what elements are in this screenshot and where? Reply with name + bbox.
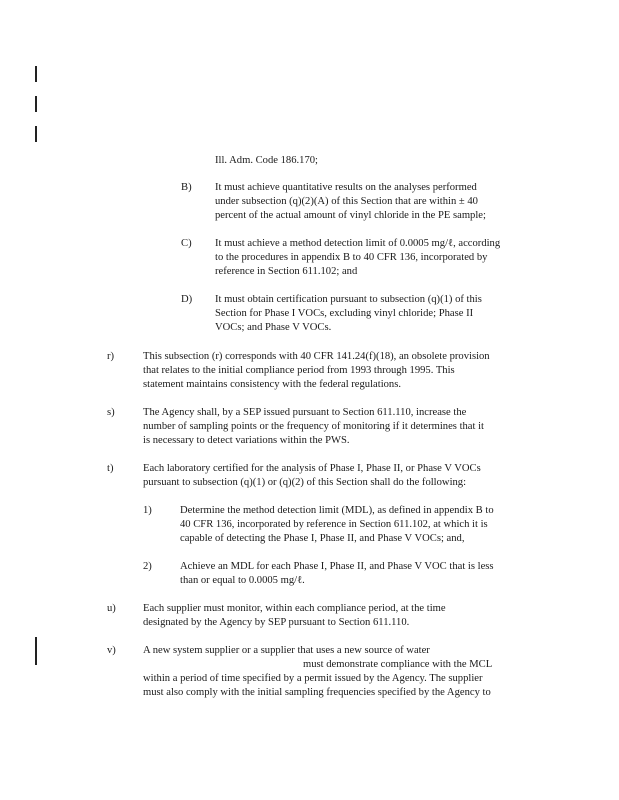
- item-u-line-1: Each supplier must monitor, within each compliance period, at the time: [143, 603, 446, 614]
- item-c-line-3: reference in Section 611.102; and: [215, 266, 358, 277]
- item-v-marker: v): [107, 645, 116, 656]
- item-s-line-2: number of sampling points or the frequency of monitoring if it determines that it: [143, 421, 484, 432]
- item-c-line-1: It must achieve a method detection limit of 0.0005 mg/ℓ, according: [215, 238, 501, 249]
- item-t1-line-2: 40 CFR 136, incorporated by reference in Section 611.102, at which it is: [180, 519, 488, 530]
- item-d-marker: D): [181, 294, 193, 305]
- item-r-marker: r): [107, 351, 115, 362]
- item-r-line-1: This subsection (r) corresponds with 40 CFR 141.24(f)(18), an obsolete provision: [143, 351, 490, 362]
- change-bar-4: [35, 637, 37, 665]
- change-bar-3: [35, 126, 37, 142]
- item-t-line-1: Each laboratory certified for the analysis of Phase I, Phase II, or Phase V VOCs: [143, 463, 481, 474]
- item-s-marker: s): [107, 407, 115, 418]
- item-s-line-1: The Agency shall, by a SEP issued pursuant to Section 611.110, increase the: [143, 407, 467, 418]
- item-t1-line-1: Determine the method detection limit (MDL), as defined in appendix B to: [180, 505, 494, 516]
- item-c-line-2: to the procedures in appendix B to 40 CFR 136, incorporated by: [215, 252, 488, 263]
- item-b-line-1: It must achieve quantitative results on the analyses performed: [215, 182, 477, 193]
- item-r-line-2: that relates to the initial compliance period from 1993 through 1995. This: [143, 365, 455, 376]
- item-d-line-3: VOCs; and Phase V VOCs.: [215, 322, 332, 333]
- item-t2-line-1: Achieve an MDL for each Phase I, Phase II, and Phase V VOC that is less: [180, 561, 494, 572]
- item-d-line-2: Section for Phase I VOCs, excluding vinyl chloride; Phase II: [215, 308, 474, 319]
- item-v-line-4: must also comply with the initial sampling frequencies specified by the Agency to: [143, 687, 491, 698]
- item-t-marker: t): [107, 463, 114, 474]
- item-t1-line-3: capable of detecting the Phase I, Phase II, and Phase V VOCs; and,: [180, 533, 465, 544]
- item-u-line-2: designated by the Agency by SEP pursuant to Section 611.110.: [143, 617, 410, 628]
- change-bar-2: [35, 96, 37, 112]
- item-u-marker: u): [107, 603, 116, 614]
- line-ill-adm-code: Ill. Adm. Code 186.170;: [215, 155, 318, 166]
- item-t-line-2: pursuant to subsection (q)(1) or (q)(2) of this Section shall do the following:: [143, 477, 467, 488]
- item-t2-line-2: than or equal to 0.0005 mg/ℓ.: [180, 575, 305, 586]
- item-c-marker: C): [181, 238, 192, 249]
- item-d-line-1: It must obtain certification pursuant to subsection (q)(1) of this: [215, 294, 482, 305]
- item-v-line-2: must demonstrate compliance with the MCL: [303, 659, 493, 670]
- item-r-line-3: statement maintains consistency with the federal regulations.: [143, 379, 402, 390]
- item-b-line-3: percent of the actual amount of vinyl chloride in the PE sample;: [215, 210, 486, 221]
- item-t2-marker: 2): [143, 561, 152, 572]
- item-s-line-3: is necessary to detect variations within the PWS.: [143, 435, 350, 446]
- change-bar-1: [35, 66, 37, 82]
- item-t1-marker: 1): [143, 505, 152, 516]
- item-b-line-2: under subsection (q)(2)(A) of this Section that are within ± 40: [215, 196, 478, 207]
- item-v-line-3: within a period of time specified by a permit issued by the Agency. The supplier: [143, 673, 483, 684]
- item-v-line-1: A new system supplier or a supplier that uses a new source of water: [143, 645, 430, 656]
- item-b-marker: B): [181, 182, 192, 193]
